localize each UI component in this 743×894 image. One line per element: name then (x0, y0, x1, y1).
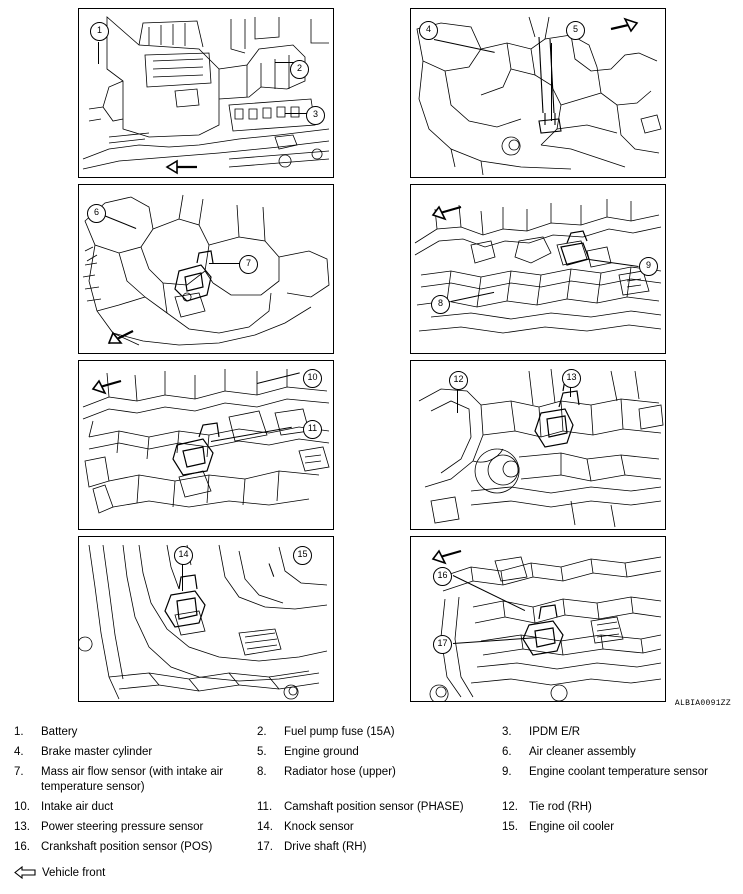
legend-text: IPDM E/R (529, 725, 581, 738)
legend-number: 9. (502, 765, 512, 778)
callout-8: 8 (431, 295, 450, 314)
legend-row (0, 762, 743, 797)
panel-coolant-temperature-sensor (410, 184, 666, 354)
legend-number: 5. (257, 745, 267, 758)
callout-14: 14 (174, 546, 193, 565)
legend-number: 12. (502, 800, 518, 813)
legend-item-8 (257, 762, 502, 797)
legend-row (0, 722, 743, 742)
legend-number: 10. (14, 800, 30, 813)
legend-number: 2. (257, 725, 267, 738)
callout-2: 2 (290, 60, 309, 79)
leader-line-5 (551, 43, 552, 121)
legend-text: Crankshaft position sensor (POS) (41, 840, 213, 853)
vehicle-front-arrow-icon (14, 866, 36, 879)
callout-17: 17 (433, 635, 452, 654)
callout-9: 9 (639, 257, 658, 276)
legend-text: Battery (41, 725, 78, 738)
callout-13: 13 (562, 369, 581, 388)
leader-line-1 (98, 42, 99, 64)
legend-item-17 (257, 837, 502, 857)
callout-11: 11 (303, 420, 322, 439)
legend-row (0, 817, 743, 837)
legend-item-15 (502, 817, 743, 837)
legend-item-2 (257, 722, 502, 742)
legend-item-12 (502, 797, 743, 817)
legend-item-13 (0, 817, 257, 837)
legend-item-16 (0, 837, 257, 857)
divider (0, 716, 743, 717)
legend-number: 11. (257, 800, 273, 813)
legend-item-3 (502, 722, 743, 742)
legend-number: 17. (257, 840, 273, 853)
legend-number: 1. (14, 725, 24, 738)
panel-8-illustration (411, 537, 665, 701)
callout-7: 7 (239, 255, 258, 274)
panel-2-illustration (411, 9, 665, 177)
panel-3-illustration (79, 185, 333, 353)
legend-row (0, 742, 743, 762)
panel-5-illustration (79, 361, 333, 529)
legend-text: Intake air duct (41, 800, 114, 813)
legend-number: 3. (502, 725, 512, 738)
legend-number: 15. (502, 820, 518, 833)
panel-4-illustration (411, 185, 665, 353)
vehicle-front-label: Vehicle front (42, 866, 106, 879)
legend-text: Power steering pressure sensor (41, 820, 204, 833)
leader-line-7 (209, 263, 243, 264)
figure-code: ALBIA0091ZZ (674, 699, 731, 708)
legend-text: Engine ground (284, 745, 359, 758)
legend-number: 16. (14, 840, 30, 853)
legend-item-1 (0, 722, 257, 742)
legend-item-10 (0, 797, 257, 817)
legend-text: Engine oil cooler (529, 820, 615, 833)
panel-brake-master-cylinder (410, 8, 666, 178)
legend-item-empty (502, 837, 743, 857)
callout-4: 4 (419, 21, 438, 40)
legend-text: Radiator hose (upper) (284, 765, 396, 778)
legend-item-9 (502, 762, 743, 797)
legend-row (0, 797, 743, 817)
legend-item-6 (502, 742, 743, 762)
panel-power-steering-pressure-sensor (410, 360, 666, 530)
legend-item-11 (257, 797, 502, 817)
callout-5: 5 (566, 21, 585, 40)
legend-text: Fuel pump fuse (15A) (284, 725, 395, 738)
legend-row (0, 837, 743, 857)
panel-1-illustration (79, 9, 333, 177)
legend-text: Tie rod (RH) (529, 800, 592, 813)
leader-line-12 (457, 389, 458, 413)
legend-number: 14. (257, 820, 273, 833)
legend-text: Mass air flow sensor (with intake air temperature sensor) (41, 765, 224, 793)
legend-item-7 (0, 762, 257, 797)
panel-crankshaft-position-sensor (410, 536, 666, 702)
panel-air-cleaner-assembly (78, 184, 334, 354)
legend-text: Knock sensor (284, 820, 354, 833)
legend-text: Engine coolant temperature sensor (529, 765, 708, 778)
callout-12: 12 (449, 371, 468, 390)
legend-text: Camshaft position sensor (PHASE) (284, 800, 464, 813)
callout-3: 3 (306, 106, 325, 125)
legend-text: Brake master cylinder (41, 745, 153, 758)
panel-camshaft-position-sensor (78, 360, 334, 530)
legend-list (0, 722, 743, 857)
callout-1: 1 (90, 22, 109, 41)
vehicle-front-note (14, 866, 105, 879)
callout-6: 6 (87, 204, 106, 223)
legend-text: Drive shaft (RH) (284, 840, 367, 853)
legend-number: 13. (14, 820, 30, 833)
legend-number: 6. (502, 745, 512, 758)
panel-knock-sensor (78, 536, 334, 702)
callout-16: 16 (433, 567, 452, 586)
callout-10: 10 (303, 369, 322, 388)
panel-engine-compartment-overview (78, 8, 334, 178)
legend-item-14 (257, 817, 502, 837)
legend-text: Air cleaner assembly (529, 745, 636, 758)
legend-number: 4. (14, 745, 24, 758)
legend-item-4 (0, 742, 257, 762)
callout-15: 15 (293, 546, 312, 565)
panel-6-illustration (411, 361, 665, 529)
legend-number: 7. (14, 765, 24, 778)
leader-line-14 (182, 563, 183, 591)
legend-number: 8. (257, 765, 267, 778)
legend-item-5 (257, 742, 502, 762)
